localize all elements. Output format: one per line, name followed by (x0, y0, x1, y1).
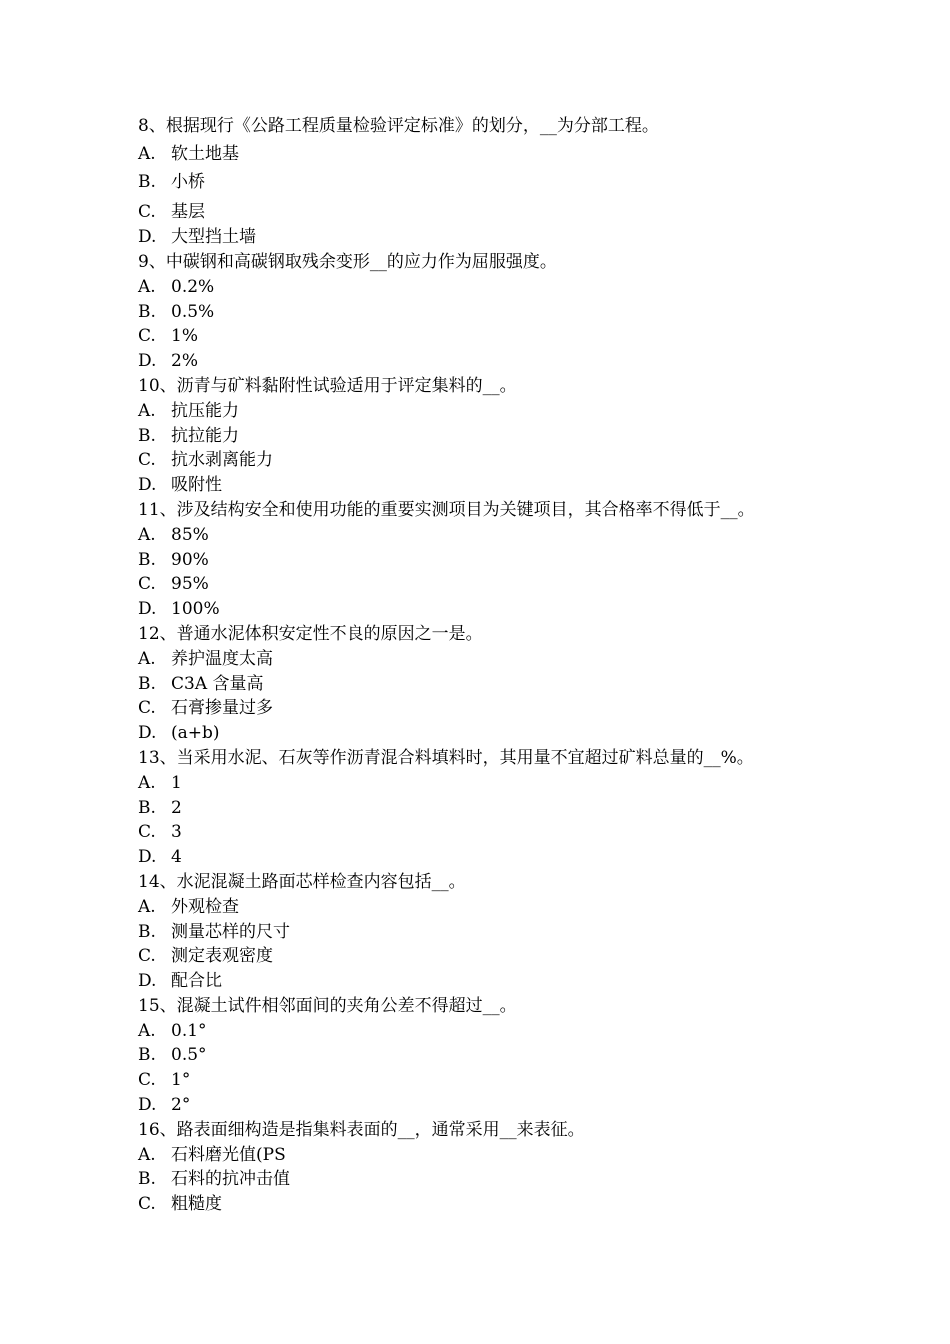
option-letter: C. (138, 698, 156, 719)
option-15-a (138, 1019, 838, 1044)
option-text: 0.2% (171, 276, 215, 297)
option-text: 测定表观密度 (171, 946, 273, 967)
option-text: 粗糙度 (171, 1194, 222, 1215)
option-text: 100% (171, 599, 220, 620)
option-15-c (138, 1068, 838, 1093)
option-text: 外观检查 (171, 896, 239, 917)
option-9-a (138, 275, 838, 300)
option-text: 石料磨光值(PS (171, 1144, 286, 1165)
question-13: 13、当采用水泥、石灰等作沥青混合料填料时，其用量不宜超过矿料总量的__%。 (138, 747, 754, 768)
question-10: 10、沥青与矿料黏附性试验适用于评定集料的__。 (138, 375, 517, 396)
option-10-a (138, 399, 838, 424)
option-letter: C. (138, 1194, 156, 1215)
option-text: 1° (171, 1070, 191, 1091)
option-text: 大型挡土墙 (171, 227, 256, 248)
option-letter: B. (138, 921, 156, 942)
option-16-a (138, 1143, 838, 1168)
option-12-a (138, 647, 838, 672)
option-text: 85% (171, 524, 209, 545)
option-text: 0.1° (171, 1020, 207, 1041)
option-letter: D. (138, 599, 157, 620)
option-text: 2 (171, 797, 182, 818)
option-text: 小桥 (171, 171, 205, 192)
option-text: C3A 含量高 (171, 673, 264, 694)
option-13-a (138, 771, 838, 796)
question-12: 12、普通水泥体积安定性不良的原因之一是。 (138, 623, 483, 644)
option-text: 养护温度太高 (171, 648, 273, 669)
option-text: 吸附性 (171, 475, 222, 496)
question-15: 15、混凝土试件相邻面间的夹角公差不得超过__。 (138, 995, 517, 1016)
option-14-a (138, 895, 838, 920)
option-letter: C. (138, 1070, 156, 1091)
option-text: 抗拉能力 (171, 425, 239, 446)
option-letter: A. (138, 143, 156, 164)
option-15-d (138, 1093, 838, 1118)
option-letter: D. (138, 971, 157, 992)
option-text: 2% (171, 351, 198, 372)
option-letter: B. (138, 549, 156, 570)
option-9-d (138, 349, 838, 374)
option-text: 石膏掺量过多 (171, 698, 273, 719)
option-text: 4 (171, 847, 182, 868)
option-letter: C. (138, 202, 156, 223)
option-11-d (138, 597, 838, 622)
option-text: 抗压能力 (171, 400, 239, 421)
option-10-d (138, 473, 838, 498)
option-text: 基层 (171, 202, 205, 223)
option-letter: C. (138, 574, 156, 595)
option-12-c (138, 696, 838, 721)
option-text: 软土地基 (171, 143, 239, 164)
option-text: 测量芯样的尺寸 (171, 921, 290, 942)
document-page (138, 114, 838, 1217)
option-16-c (138, 1192, 838, 1217)
option-letter: D. (138, 1095, 157, 1116)
option-12-d (138, 721, 838, 746)
option-11-a (138, 523, 838, 548)
option-letter: A. (138, 648, 156, 669)
option-letter: A. (138, 1020, 156, 1041)
option-text: 2° (171, 1095, 191, 1116)
question-11: 11、涉及结构安全和使用功能的重要实测项目为关键项目，其合格率不得低于__。 (138, 499, 755, 520)
option-11-b (138, 548, 838, 573)
option-8-d (138, 225, 838, 250)
option-8-c (138, 200, 838, 225)
option-11-c (138, 572, 838, 597)
option-9-b (138, 300, 838, 325)
option-letter: C. (138, 822, 156, 843)
option-letter: C. (138, 326, 156, 347)
option-text: 配合比 (171, 971, 222, 992)
option-text: 0.5% (171, 301, 215, 322)
option-13-d (138, 845, 838, 870)
question-8: 8、根据现行《公路工程质量检验评定标准》的划分，__为分部工程。 (138, 116, 659, 136)
option-letter: D. (138, 351, 157, 372)
option-8-b (138, 170, 838, 195)
option-8-a (138, 142, 838, 167)
option-13-c (138, 820, 838, 845)
option-15-b (138, 1043, 838, 1068)
option-letter: D. (138, 723, 157, 744)
option-text: 3 (171, 822, 182, 843)
option-letter: B. (138, 673, 156, 694)
option-14-b (138, 920, 838, 945)
option-letter: D. (138, 227, 157, 248)
option-letter: A. (138, 1144, 156, 1165)
option-14-c (138, 944, 838, 969)
option-12-b (138, 672, 838, 697)
option-9-c (138, 324, 838, 349)
option-letter: B. (138, 797, 156, 818)
option-letter: D. (138, 847, 157, 868)
option-letter: B. (138, 301, 156, 322)
option-letter: D. (138, 475, 157, 496)
option-text: (a+b) (171, 723, 220, 744)
question-16: 16、路表面细构造是指集料表面的__，通常采用__来表征。 (138, 1119, 585, 1140)
option-letter: C. (138, 946, 156, 967)
option-letter: B. (138, 171, 156, 192)
option-letter: A. (138, 524, 156, 545)
option-10-b (138, 424, 838, 449)
option-letter: C. (138, 450, 156, 471)
option-14-d (138, 969, 838, 994)
option-letter: A. (138, 772, 156, 793)
option-text: 1% (171, 326, 198, 347)
option-text: 1 (171, 772, 182, 793)
option-text: 90% (171, 549, 209, 570)
option-text: 0.5° (171, 1045, 207, 1066)
option-letter: B. (138, 1169, 156, 1190)
option-10-c (138, 448, 838, 473)
option-letter: A. (138, 896, 156, 917)
option-13-b (138, 796, 838, 821)
option-text: 石料的抗冲击值 (171, 1169, 290, 1190)
option-letter: A. (138, 400, 156, 421)
option-16-b (138, 1167, 838, 1192)
option-letter: A. (138, 276, 156, 297)
question-14: 14、水泥混凝土路面芯样检查内容包括__。 (138, 871, 466, 892)
option-letter: B. (138, 1045, 156, 1066)
option-text: 95% (171, 574, 209, 595)
option-letter: B. (138, 425, 156, 446)
question-9: 9、中碳钢和高碳钢取残余变形__的应力作为屈服强度。 (138, 251, 557, 272)
option-text: 抗水剥离能力 (171, 450, 273, 471)
